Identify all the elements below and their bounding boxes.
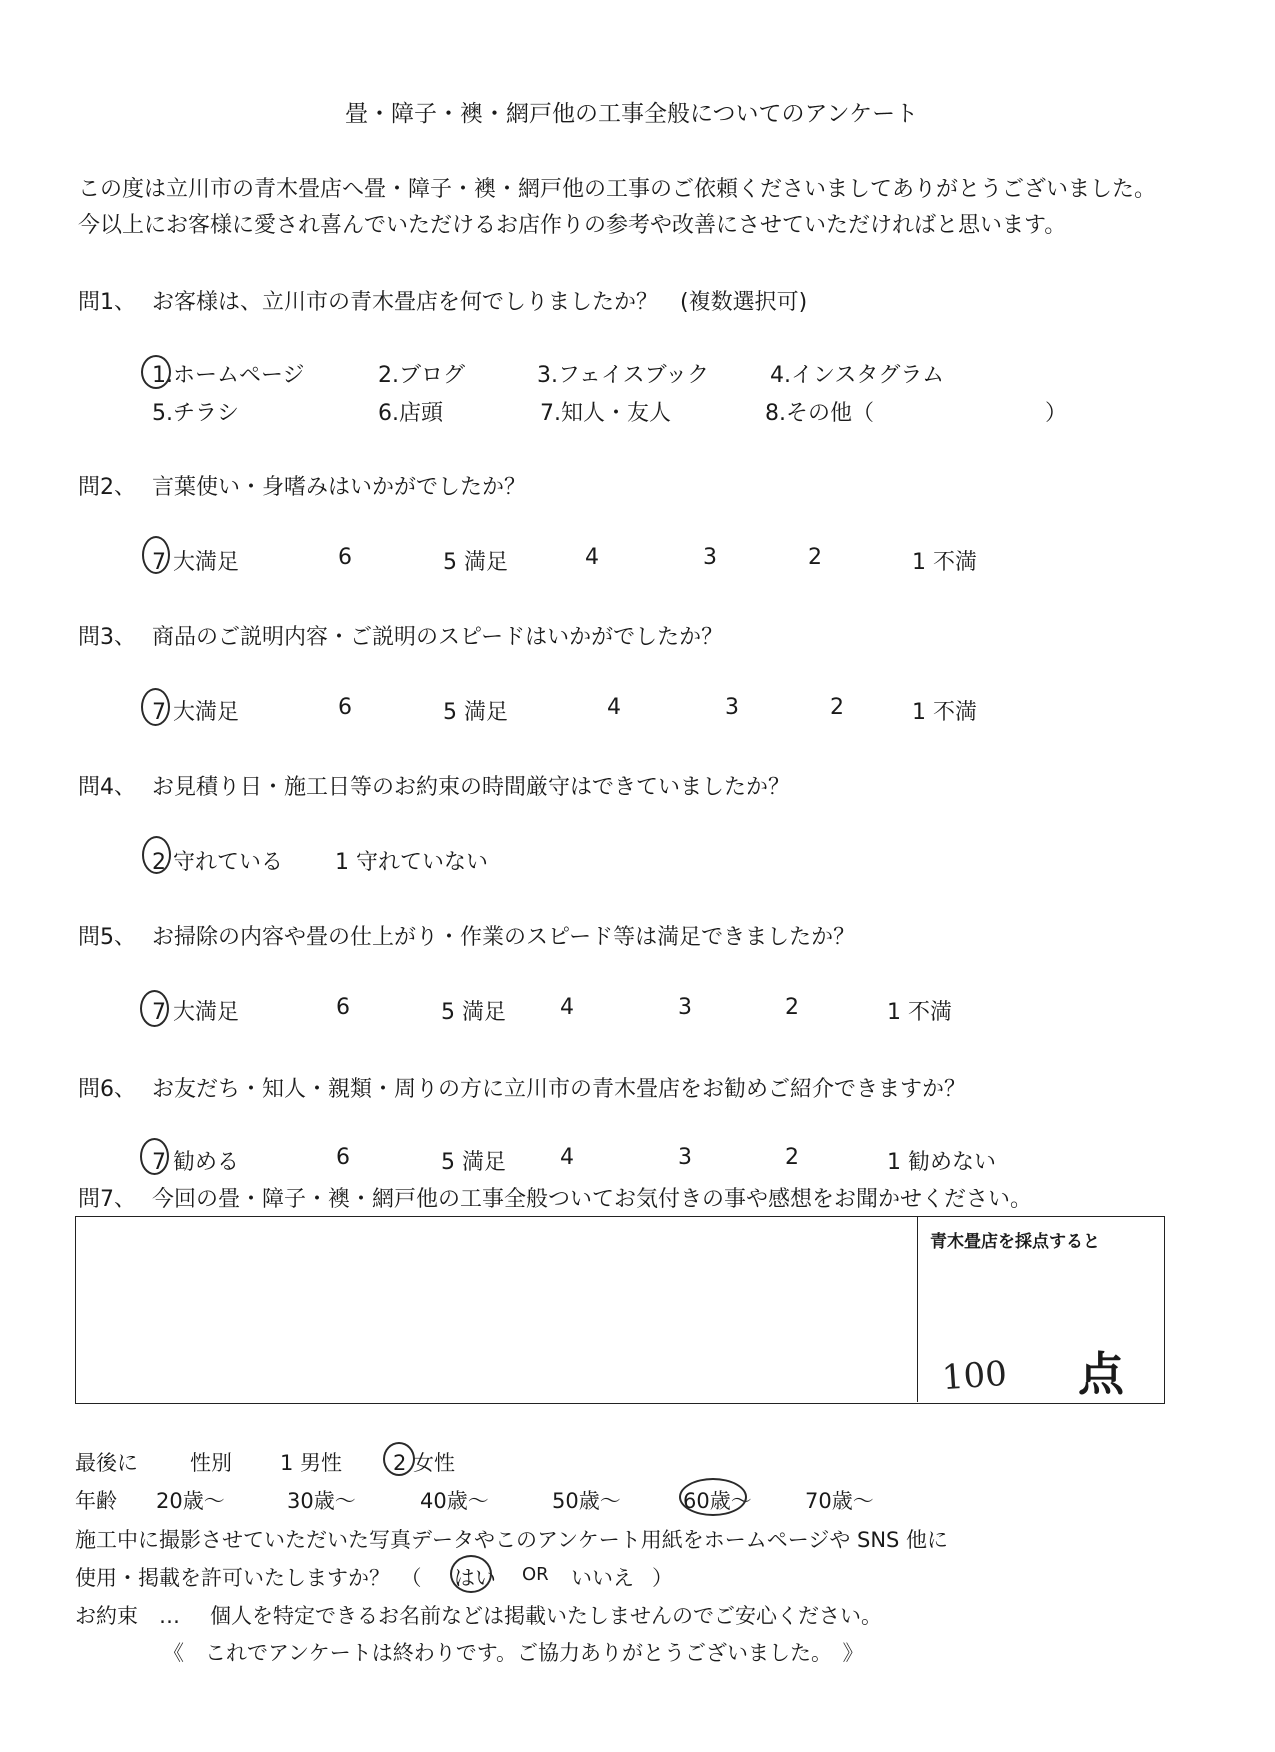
q2-label: 問2、 [78, 475, 136, 500]
q1-option-6[interactable]: 6.店頭 [378, 401, 443, 426]
age-option-20[interactable]: 20歳～ [156, 1489, 225, 1513]
photo-option-yes[interactable]: はい [454, 1566, 496, 1590]
photo-or: OR [522, 1564, 549, 1585]
q4-label: 問4、 [78, 775, 136, 800]
q1-option-4[interactable]: 4.インスタグラム [770, 363, 945, 388]
q6-answer-circle [140, 1138, 169, 1175]
gender-option-female[interactable]: 2 女性 [393, 1451, 456, 1475]
q5-option-5[interactable]: 5 満足 [441, 1000, 506, 1025]
photo-question-line-2: 使用・掲載を許可いたしますか？ （ [75, 1566, 422, 1590]
q2-option-3[interactable]: 3 [703, 545, 717, 570]
photo-answer-circle [450, 1555, 492, 1593]
q2-answer-circle [142, 536, 170, 574]
age-answer-circle [679, 1478, 747, 1516]
q3-answer-circle [141, 688, 170, 726]
intro-line-2: 今以上にお客様に愛され喜んでいただけるお店作りの参考や改善にさせていただければと思います。 [78, 213, 1067, 238]
q1-other-close: ） [1045, 401, 1068, 426]
age-option-30[interactable]: 30歳～ [287, 1489, 356, 1513]
score-value[interactable]: 100 [940, 1353, 1009, 1399]
promise-text: 個人を特定できるお名前などは掲載いたしませんのでご安心ください。 [210, 1604, 882, 1628]
q1-option-5[interactable]: 5.チラシ [152, 401, 239, 426]
gender-answer-circle [383, 1442, 415, 1476]
q5-answer-circle [140, 990, 169, 1027]
q6-option-7[interactable]: 7 勧める [152, 1150, 239, 1175]
photo-close-paren: ） [652, 1566, 673, 1590]
q2-option-7[interactable]: 7 大満足 [152, 550, 239, 575]
q5-option-6[interactable]: 6 [336, 995, 350, 1020]
q1-option-2[interactable]: 2.ブログ [378, 363, 465, 388]
q2-question: 言葉使い・身嗜みはいかがでしたか？ [152, 475, 527, 500]
age-option-40[interactable]: 40歳～ [420, 1489, 489, 1513]
q5-question: お掃除の内容や畳の仕上がり・作業のスピード等は満足できましたか？ [152, 925, 856, 950]
q5-option-1[interactable]: 1 不満 [887, 1000, 952, 1025]
q1-option-1[interactable]: 1.ホームページ [152, 363, 305, 388]
q4-question: お見積り日・施工日等のお約束の時間厳守はできていましたか？ [152, 775, 791, 800]
q1-option-8[interactable]: 8.その他（ [765, 401, 874, 426]
q2-option-2[interactable]: 2 [808, 545, 822, 570]
q1-option-7[interactable]: 7.知人・友人 [540, 401, 671, 426]
q3-option-7[interactable]: 7 大満足 [152, 700, 239, 725]
q6-option-4[interactable]: 4 [560, 1145, 574, 1170]
q1-answer-circle [141, 355, 171, 389]
q6-option-6[interactable]: 6 [336, 1145, 350, 1170]
q2-option-6[interactable]: 6 [338, 545, 352, 570]
q3-label: 問3、 [78, 625, 136, 650]
q7-question: 今回の畳・障子・襖・網戸他の工事全般ついてお気付きの事や感想をお聞かせください。 [152, 1187, 1033, 1212]
q3-option-2[interactable]: 2 [830, 695, 844, 720]
q6-option-2[interactable]: 2 [785, 1145, 799, 1170]
q5-option-3[interactable]: 3 [678, 995, 692, 1020]
q4-option-1[interactable]: 1 守れていない [335, 850, 488, 875]
age-label: 年齢 [75, 1489, 117, 1513]
q7-label: 問7、 [78, 1187, 136, 1212]
q3-option-1[interactable]: 1 不満 [912, 700, 977, 725]
q1-label: 問1、 [78, 290, 136, 315]
q6-question: お友だち・知人・親類・周りの方に立川市の青木畳店をお勧めご紹介できますか？ [152, 1077, 967, 1102]
q2-option-5[interactable]: 5 満足 [443, 550, 508, 575]
score-unit: 点 [1078, 1347, 1124, 1401]
last-label: 最後に [75, 1451, 138, 1475]
q5-option-7[interactable]: 7 大満足 [152, 1000, 239, 1025]
gender-option-male[interactable]: 1 男性 [280, 1451, 343, 1475]
q1-question: お客様は、立川市の青木畳店を何でしりましたか？ (複数選択可) [152, 290, 808, 315]
promise-label: お約束 … [75, 1604, 180, 1628]
gender-label: 性別 [190, 1451, 232, 1475]
photo-question-line-1: 施工中に撮影させていただいた写真データやこのアンケート用紙をホームページや SNS 他に [75, 1528, 949, 1552]
q4-option-2[interactable]: 2 守れている [152, 850, 283, 875]
q1-option-3[interactable]: 3.フェイスブック [537, 363, 710, 388]
q5-label: 問5、 [78, 925, 136, 950]
q5-option-2[interactable]: 2 [785, 995, 799, 1020]
age-option-50[interactable]: 50歳～ [552, 1489, 621, 1513]
age-option-70[interactable]: 70歳～ [805, 1489, 874, 1513]
q3-option-3[interactable]: 3 [725, 695, 739, 720]
q6-label: 問6、 [78, 1077, 136, 1102]
q2-option-4[interactable]: 4 [585, 545, 599, 570]
q3-option-5[interactable]: 5 満足 [443, 700, 508, 725]
q2-option-1[interactable]: 1 不満 [912, 550, 977, 575]
intro-line-1: この度は立川市の青木畳店へ畳・障子・襖・網戸他の工事のご依頼くださいましてありがとうございました。 [78, 177, 1157, 202]
q3-option-4[interactable]: 4 [607, 695, 621, 720]
q5-option-4[interactable]: 4 [560, 995, 574, 1020]
q3-option-6[interactable]: 6 [338, 695, 352, 720]
age-option-60[interactable]: 60歳～ [683, 1489, 752, 1513]
closing-message: 《 これでアンケートは終わりです。ご協力ありがとうございました。 》 [163, 1641, 864, 1665]
q6-option-5[interactable]: 5 満足 [441, 1150, 506, 1175]
q6-option-1[interactable]: 1 勧めない [887, 1150, 996, 1175]
q3-question: 商品のご説明内容・ご説明のスピードはいかがでしたか？ [152, 625, 724, 650]
page-title: 畳・障子・襖・網戸他の工事全般についてのアンケート [345, 101, 919, 127]
score-label: 青木畳店を採点すると [930, 1232, 1100, 1252]
photo-option-no[interactable]: いいえ [571, 1566, 634, 1590]
q4-answer-circle [142, 836, 171, 874]
q6-option-3[interactable]: 3 [678, 1145, 692, 1170]
